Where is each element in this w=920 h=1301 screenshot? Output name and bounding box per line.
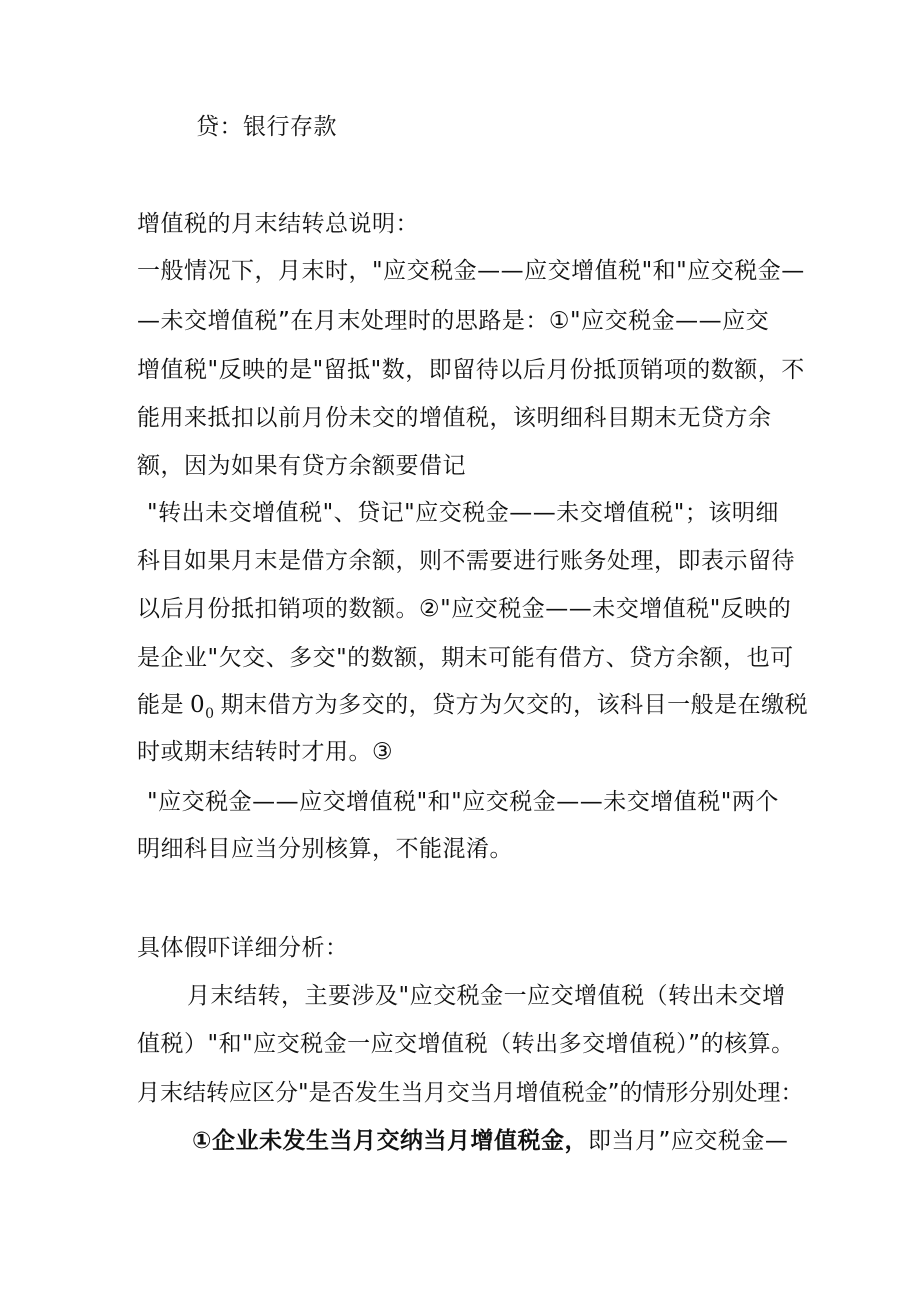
line-rest-text: 期末借方为多交的，贷方为欠交的，该科目一般是在缴税 xyxy=(220,692,809,718)
paragraph-line: —未交增值税”在月末处理时的思路是：①"应交税金——应交 xyxy=(137,308,770,334)
bold-case-heading: ①企业未发生当月交纳当月增值税金， xyxy=(192,1128,588,1154)
zero-subscript: 0 xyxy=(205,705,215,722)
line-start-text: 能是 xyxy=(137,692,184,718)
paragraph-line: 月末结转应区分"是否发生当月交当月增值税金”的情形分别处理： xyxy=(137,1080,804,1106)
paragraph-line: 是企业"欠交、多交"的数额，期末可能有借方、贷方余额，也可 xyxy=(137,645,794,671)
section-heading-vat-month-end: 增值税的月末结转总说明： xyxy=(137,211,419,237)
paragraph-line: 值税）"和"应交税金一应交增值税（转出多交增值税）”的核算。 xyxy=(137,1031,795,1057)
paragraph-line: 一般情况下，月末时，"应交税金——应交增值税"和"应交税金— xyxy=(137,258,805,284)
paragraph-line xyxy=(192,1126,788,1156)
paragraph-line xyxy=(137,690,808,729)
paragraph-line: 科目如果月末是借方余额，则不需要进行账务处理，即表示留待 xyxy=(137,548,795,574)
paragraph-line: 以后月份抵扣销项的数额。②"应交税金——未交增值税"反映的 xyxy=(137,596,792,622)
paragraph-line: "应交税金——应交增值税"和"应交税金——未交增值税"两个 xyxy=(147,789,779,815)
paragraph-line: "转出未交增值税"、贷记"应交税金——未交增值税"；该明细 xyxy=(147,500,779,526)
paragraph-line: 额，因为如果有贷方余额要借记 xyxy=(137,453,466,479)
zero-value: 0 xyxy=(190,692,206,718)
journal-credit-line: 贷：银行存款 xyxy=(196,114,337,140)
paragraph-line: 时或期末结转时才用。③ xyxy=(137,739,394,765)
paragraph-line: 月末结转，主要涉及"应交税金一应交增值税（转出未交增 xyxy=(187,983,786,1009)
case-continuation: 即当月”应交税金— xyxy=(587,1128,789,1154)
paragraph-line: 增值税"反映的是"留抵"数，即留待以后月份抵顶销项的数额，不 xyxy=(137,357,805,383)
paragraph-line: 能用来抵扣以前月份未交的增值税，该明细科目期末无贷方余 xyxy=(137,405,772,431)
section-heading-detailed-analysis: 具体假吓详细分析： xyxy=(137,935,349,961)
paragraph-line: 明细科目应当分别核算，不能混淆。 xyxy=(137,836,513,862)
